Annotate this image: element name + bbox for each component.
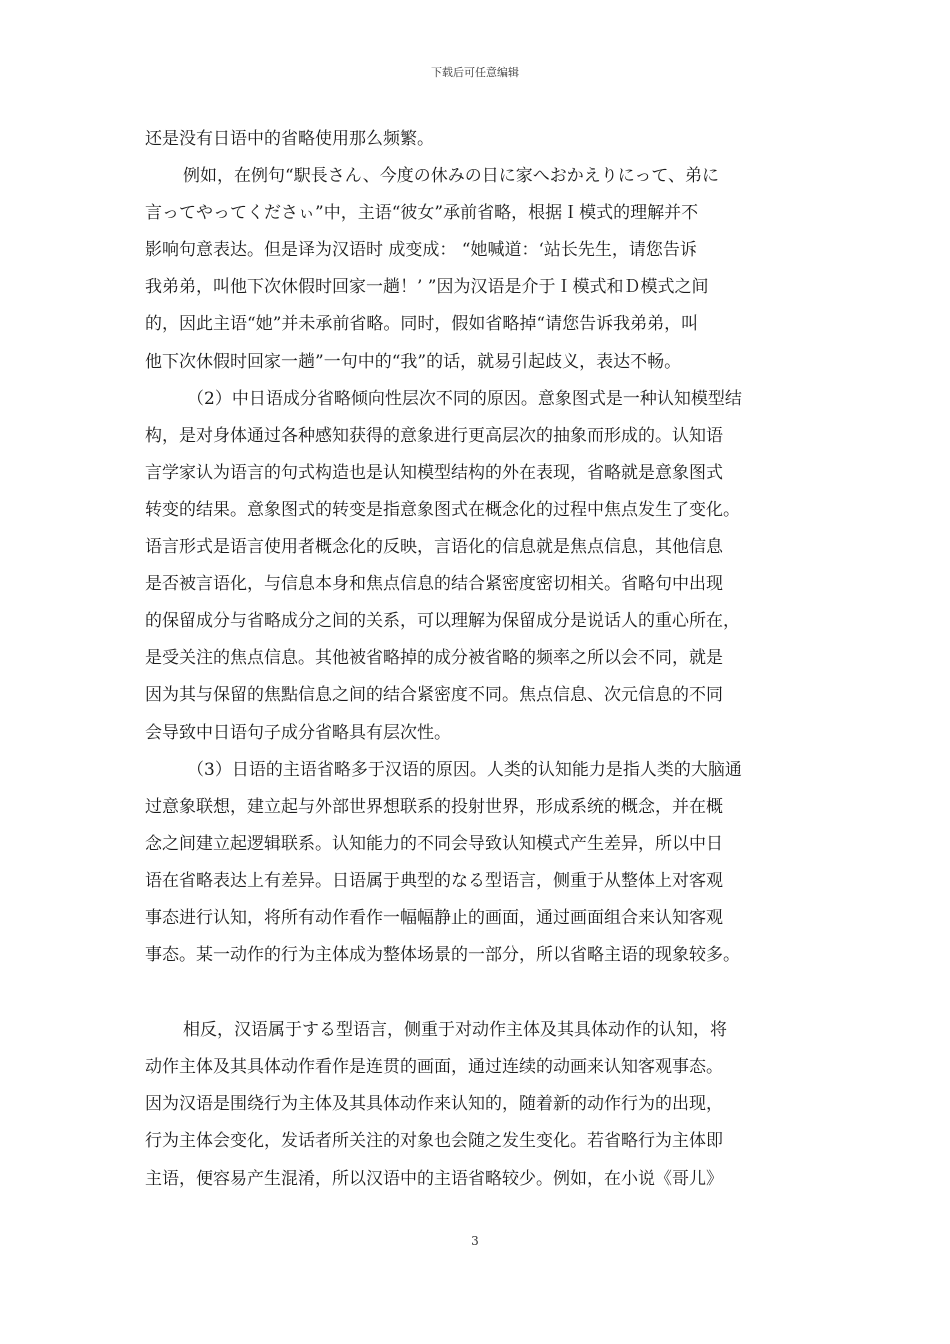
text-line: 他下次休假时回家一趟”一句中的“我”的话，就易引起歧义，表达不畅。: [145, 351, 682, 372]
text-line: 相反，汉语属于する型语言，侧重于对动作主体及其具体动作的认知，将: [183, 1020, 727, 1041]
body-text: [145, 121, 807, 1198]
text-line: 因为其与保留的焦點信息之间的结合紧密度不同。焦点信息、次元信息的不同: [145, 685, 723, 706]
text-line: 还是没有日语中的省略使用那么频繁。: [145, 129, 434, 149]
paragraph-gap: [145, 974, 807, 1012]
text-line: 是否被言语化，与信息本身和焦点信息的结合紧密度密切相关。省略句中出现: [145, 574, 723, 595]
text-line: （2）中日语成分省略倾向性层次不同的原因。意象图式是一种认知模型结: [187, 388, 742, 409]
text-line: 事态。某一动作的行为主体成为整体场景的一部分，所以省略主语的现象较多。: [145, 945, 740, 966]
text-line: 构，是对身体通过各种感知获得的意象进行更高层次的抽象而形成的。认知语: [145, 425, 723, 446]
text-line: 动作主体及其具体动作看作是连贯的画面，通过连续的动画来认知客观事态。: [145, 1057, 723, 1078]
text-line: 主语，便容易产生混淆，所以汉语中的主语省略较少。例如，在小说《哥儿》: [145, 1168, 723, 1189]
text-line: 影响句意表达。但是译为汉语时 成变成： “她喊道：‘站长先生，请您告诉: [145, 240, 697, 261]
text-line: 过意象联想，建立起与外部世界想联系的投射世界，形成系统的概念，并在概: [145, 796, 723, 817]
text-line: 的，因此主语“她”并未承前省略。同时，假如省略掉“请您告诉我弟弟，叫: [145, 314, 699, 335]
text-line: （3）日语的主语省略多于汉语的原因。人类的认知能力是指人类的大脑通: [187, 759, 742, 780]
text-line: 因为汉语是围绕行为主体及其具体动作来认知的，随着新的动作行为的出现，: [145, 1094, 723, 1115]
text-line: 语言形式是语言使用者概念化的反映，言语化的信息就是焦点信息，其他信息: [145, 537, 723, 558]
text-line: 的保留成分与省略成分之间的关系，可以理解为保留成分是说话人的重心所在，: [145, 611, 740, 632]
text-line: 例如，在例句“駅長さん、今度の休みの日に家へおかえりにって、弟に: [183, 166, 720, 187]
text-line: 是受关注的焦点信息。其他被省略掉的成分被省略的频率之所以会不同，就是: [145, 648, 723, 669]
text-line: 言ってやってくださぃ”中，主语“彼女”承前省略，根据Ｉ模式的理解并不: [145, 203, 699, 224]
text-line: 念之间建立起逻辑联系。认知能力的不同会导致认知模式产生差异，所以中日: [145, 833, 723, 854]
text-line: 言学家认为语言的句式构造也是认知模型结构的外在表现，省略就是意象图式: [145, 462, 723, 483]
page-header: 下载后可任意编辑: [431, 66, 519, 79]
page-number: 3: [471, 1234, 479, 1248]
text-line: 语在省略表达上有差异。日语属于典型的なる型语言，侧重于从整体上对客观: [145, 870, 723, 891]
text-line: 事态进行认知，将所有动作看作一幅幅静止的画面，通过画面组合来认知客观: [145, 907, 723, 928]
text-line: 会导致中日语句子成分省略具有层次性。: [145, 722, 451, 743]
text-line: 行为主体会变化，发话者所关注的对象也会随之发生变化。若省略行为主体即: [145, 1131, 723, 1152]
text-line: 转变的结果。意象图式的转变是指意象图式在概念化的过程中焦点发生了变化。: [145, 499, 740, 520]
text-line: 我弟弟，叫他下次休假时回家一趟！’ ”因为汉语是介于Ｉ模式和Ｄ模式之间: [145, 277, 709, 298]
